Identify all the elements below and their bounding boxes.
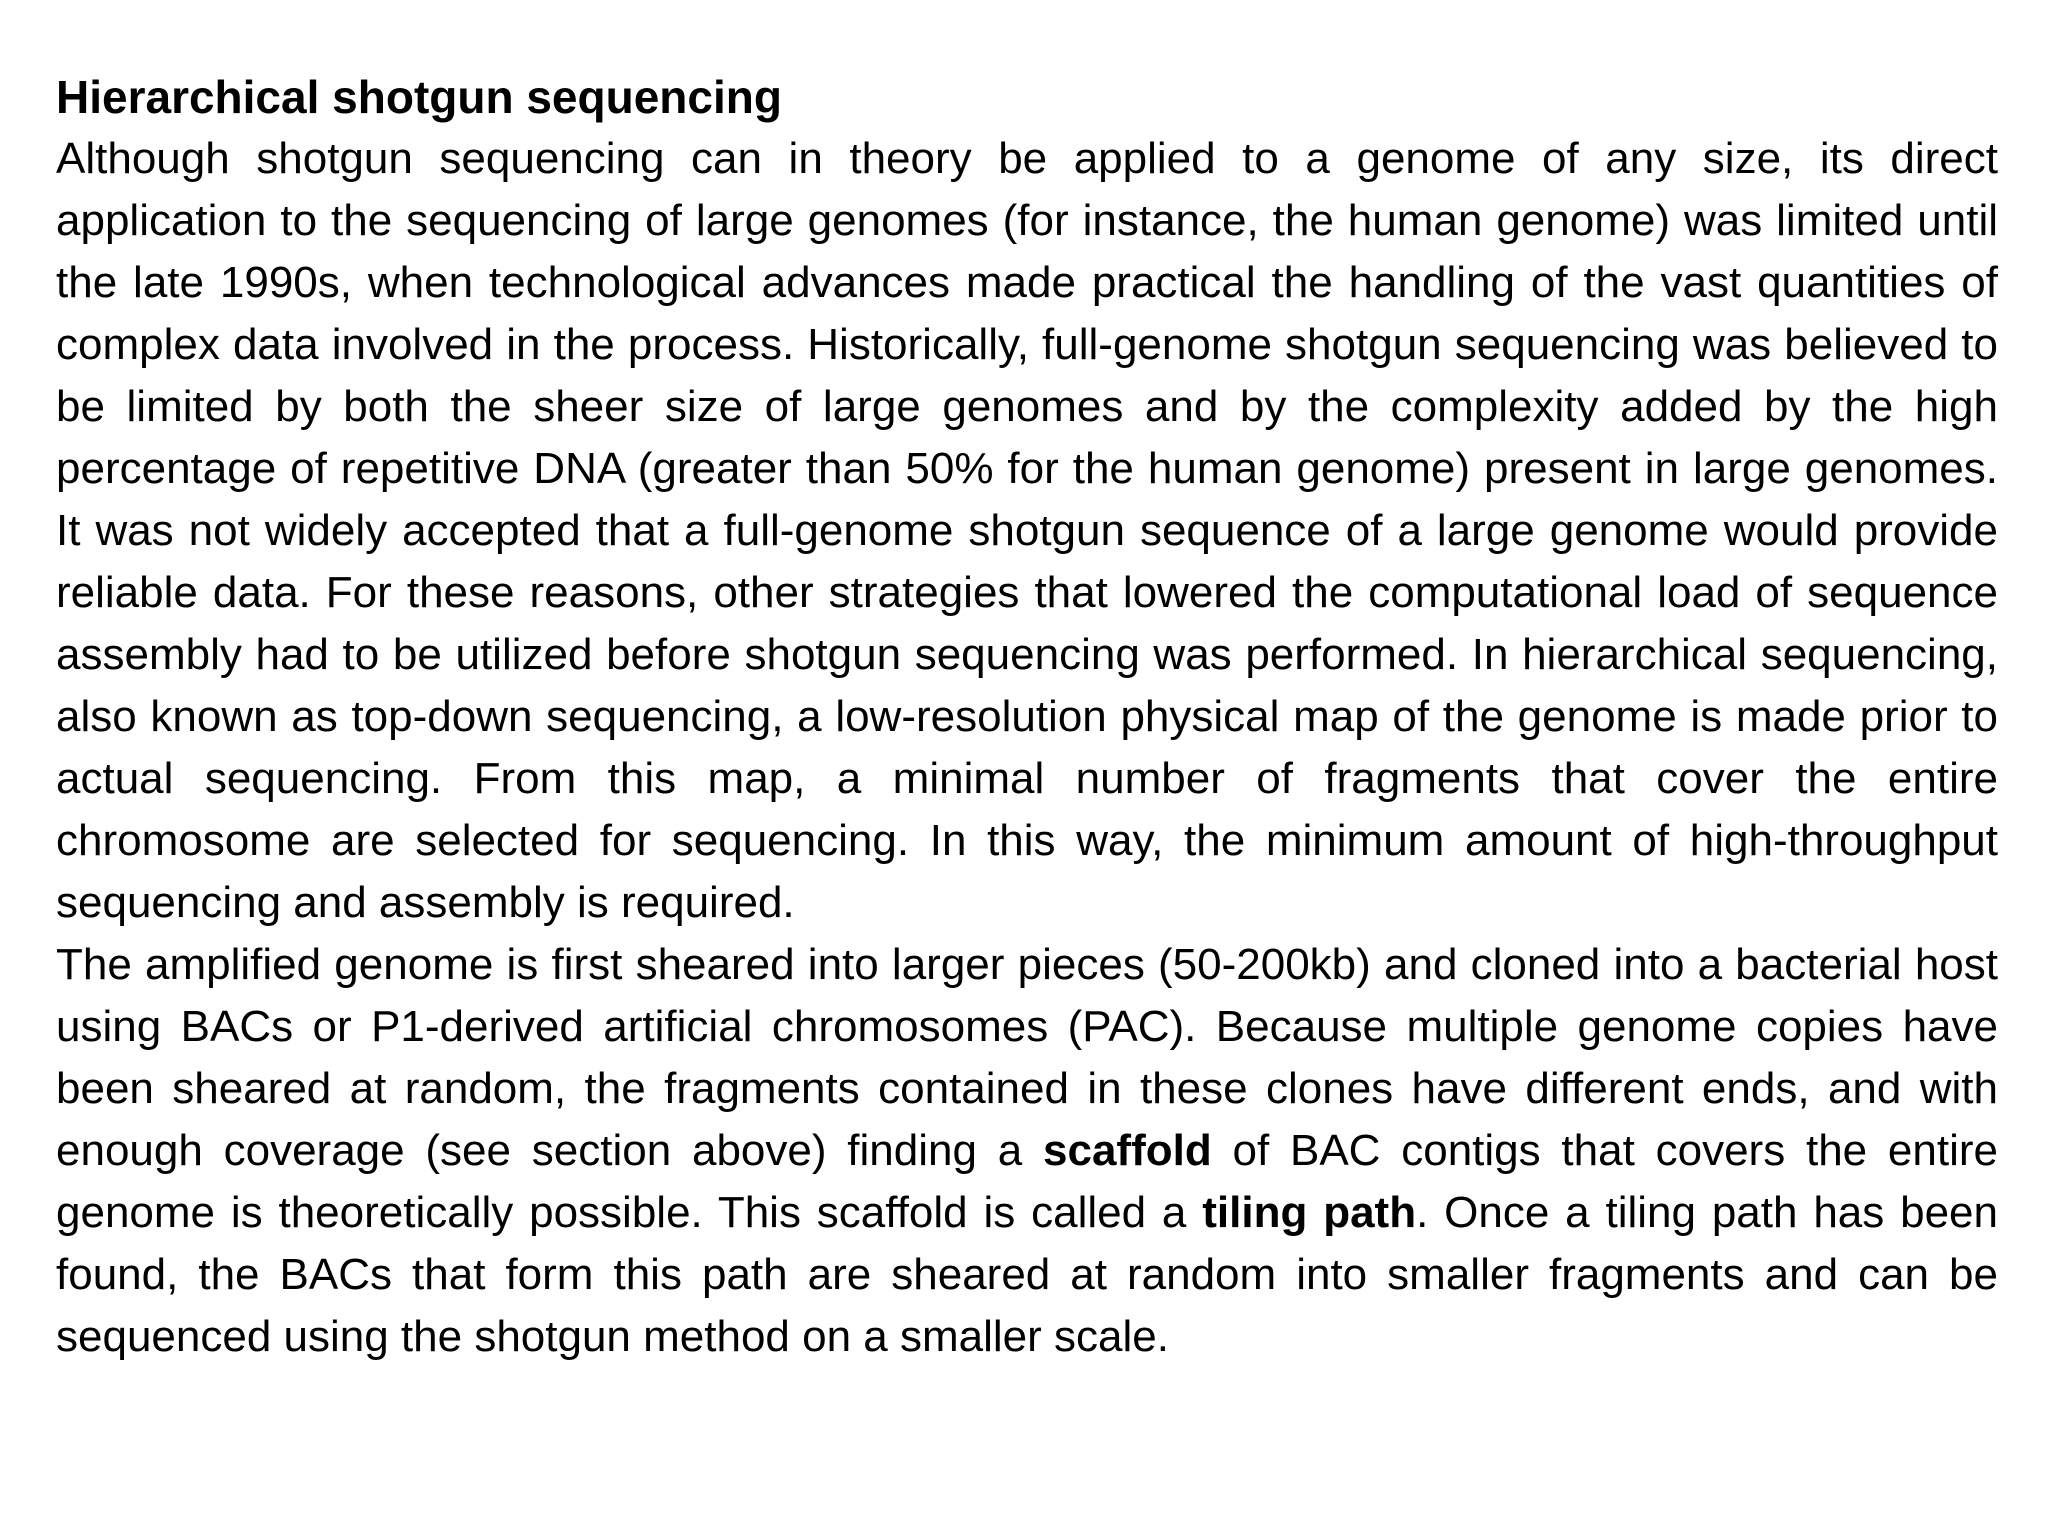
paragraph-text: . Once a tiling path has been found, the BACs that form this path are sheared at random into smaller fragments and can be sequenced using the shotgun method on a smaller scale. [56,1188,1998,1361]
paragraph-tiling-path [56,934,1998,1368]
slide-content [56,66,1998,1368]
term-tiling-path: tiling path [1202,1188,1417,1237]
paragraph-text: The amplified genome is first sheared into larger pieces (50-200kb) and cloned into a bacterial host using BACs or P1-derived artificial chromosomes (PAC). Because multiple genome copies have been sheared at random, the fragments contained in these clones have different ends, and with enough coverage (see section above) finding a [56,940,1998,1175]
paragraph-hierarchical-intro: Although shotgun sequencing can in theory be applied to a genome of any size, its direct application to the sequencing of large genomes (for instance, the human genome) was limited until the late 1990s, when technological advances made practical the handling of the vast quantities of complex data involved in the process. Historically, full-genome shotgun sequencing was believed to be limited by both the sheer size of large genomes and by the complexity added by the high percentage of repetitive DNA (greater than 50% for the human genome) present in large genomes. It was not widely accepted that a full-genome shotgun sequence of a large genome would provide reliable data. For these reasons, other strategies that lowered the computational load of sequence assembly had to be utilized before shotgun sequencing was performed. In hierarchical sequencing, also known as top-down sequencing, a low-resolution physical map of the genome is made prior to actual sequencing. From this map, a minimal number of fragments that cover the entire chromosome are selected for sequencing. In this way, the minimum amount of high-throughput sequencing and assembly is required. [56,134,1998,927]
slide-title: Hierarchical shotgun sequencing [56,71,782,123]
term-scaffold: scaffold [1043,1126,1212,1175]
paragraph-text: of BAC contigs that covers the entire genome is theoretically possible. This scaffold is called a [56,1126,1998,1237]
